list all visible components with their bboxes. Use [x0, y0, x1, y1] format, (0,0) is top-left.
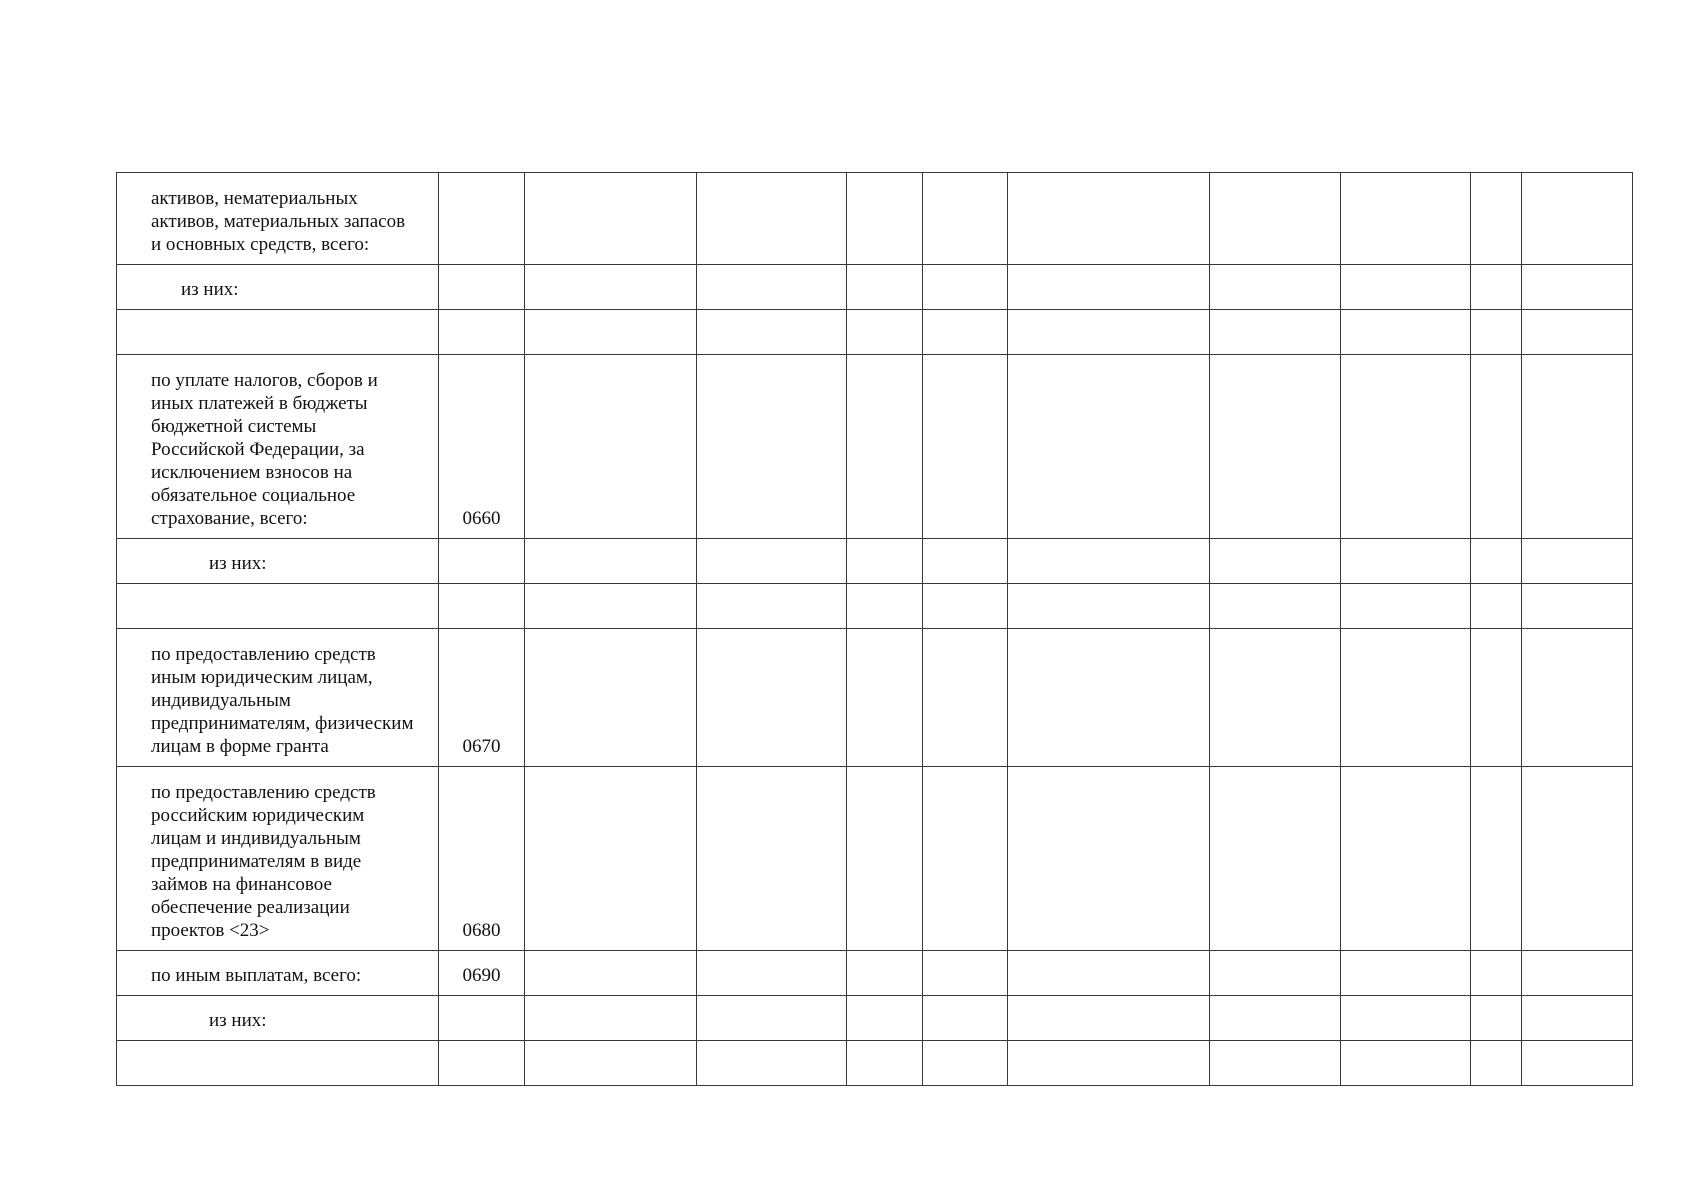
value-cell: [525, 310, 697, 355]
value-cell: [847, 265, 923, 310]
value-cell: [1522, 951, 1633, 996]
row-code: [439, 1041, 525, 1086]
value-cell: [847, 539, 923, 584]
table-row: [117, 629, 1633, 767]
table-body: [117, 173, 1633, 1086]
table-row: [117, 539, 1633, 584]
value-cell: [1522, 1041, 1633, 1086]
value-cell: [697, 355, 847, 539]
value-cell: [1522, 629, 1633, 767]
value-cell: [847, 767, 923, 951]
value-cell: [1008, 265, 1210, 310]
value-cell: [1341, 539, 1471, 584]
value-cell: [923, 310, 1008, 355]
table-row: [117, 173, 1633, 265]
value-cell: [525, 265, 697, 310]
value-cell: [1210, 539, 1341, 584]
value-cell: [1341, 951, 1471, 996]
value-cell: [1471, 584, 1522, 629]
value-cell: [1471, 539, 1522, 584]
value-cell: [1008, 951, 1210, 996]
row-name-cell: [117, 767, 439, 951]
value-cell: [1341, 265, 1471, 310]
value-cell: [697, 951, 847, 996]
value-cell: [1471, 1041, 1522, 1086]
value-cell: [1008, 539, 1210, 584]
value-cell: [1210, 767, 1341, 951]
value-cell: [1471, 310, 1522, 355]
row-name-cell: [117, 173, 439, 265]
value-cell: [1008, 355, 1210, 539]
value-cell: [1471, 951, 1522, 996]
value-cell: [697, 265, 847, 310]
value-cell: [1008, 584, 1210, 629]
value-cell: [1522, 996, 1633, 1041]
row-name: из них:: [181, 279, 239, 300]
row-name-cell: [117, 355, 439, 539]
value-cell: [1210, 584, 1341, 629]
row-name: по предоставлению средств российским юридическим лицам и индивидуальным предпринимателям в виде займов на финансовое обеспечение реализации проектов <23>: [151, 782, 376, 941]
value-cell: [525, 1041, 697, 1086]
row-code: [439, 173, 525, 265]
value-cell: [697, 629, 847, 767]
value-cell: [1008, 310, 1210, 355]
value-cell: [923, 539, 1008, 584]
row-name: по иным выплатам, всего:: [151, 965, 362, 986]
row-code: 0680: [439, 767, 525, 951]
row-name-cell: [117, 951, 439, 996]
value-cell: [923, 629, 1008, 767]
value-cell: [697, 996, 847, 1041]
value-cell: [1210, 355, 1341, 539]
table-row: [117, 951, 1633, 996]
value-cell: [525, 629, 697, 767]
row-name-cell: [117, 629, 439, 767]
value-cell: [525, 355, 697, 539]
row-name: из них:: [209, 553, 267, 574]
value-cell: [697, 1041, 847, 1086]
value-cell: [1210, 629, 1341, 767]
row-name: по предоставлению средств иным юридическим лицам, индивидуальным предпринимателям, физическим лицам в форме гранта: [151, 644, 414, 757]
value-cell: [1522, 539, 1633, 584]
value-cell: [847, 951, 923, 996]
value-cell: [923, 1041, 1008, 1086]
value-cell: [1341, 1041, 1471, 1086]
row-code: 0660: [439, 355, 525, 539]
row-code: [439, 996, 525, 1041]
value-cell: [697, 767, 847, 951]
value-cell: [847, 629, 923, 767]
value-cell: [1341, 767, 1471, 951]
value-cell: [847, 996, 923, 1041]
value-cell: [923, 265, 1008, 310]
value-cell: [697, 539, 847, 584]
value-cell: [525, 951, 697, 996]
row-name: по уплате налогов, сборов и иных платежей в бюджеты бюджетной системы Российской Федерации, за исключением взносов на обязательное социальное страхование, всего:: [151, 370, 378, 529]
value-cell: [1008, 1041, 1210, 1086]
table-row: [117, 265, 1633, 310]
value-cell: [1210, 951, 1341, 996]
row-name-cell: [117, 584, 439, 629]
value-cell: [1522, 767, 1633, 951]
value-cell: [1341, 173, 1471, 265]
value-cell: [847, 1041, 923, 1086]
row-name: активов, нематериальных активов, материальных запасов и основных средств, всего:: [151, 188, 406, 255]
value-cell: [1522, 265, 1633, 310]
value-cell: [1008, 996, 1210, 1041]
value-cell: [525, 173, 697, 265]
value-cell: [923, 767, 1008, 951]
value-cell: [697, 310, 847, 355]
value-cell: [1471, 996, 1522, 1041]
value-cell: [525, 996, 697, 1041]
row-code: [439, 539, 525, 584]
value-cell: [1341, 355, 1471, 539]
row-code: [439, 310, 525, 355]
table-row: [117, 767, 1633, 951]
value-cell: [1341, 584, 1471, 629]
row-name-cell: [117, 996, 439, 1041]
value-cell: [1471, 767, 1522, 951]
value-cell: [697, 584, 847, 629]
value-cell: [1210, 173, 1341, 265]
value-cell: [1522, 173, 1633, 265]
value-cell: [1522, 355, 1633, 539]
value-cell: [1210, 310, 1341, 355]
value-cell: [923, 584, 1008, 629]
value-cell: [1008, 767, 1210, 951]
table-row: [117, 996, 1633, 1041]
value-cell: [847, 355, 923, 539]
value-cell: [923, 173, 1008, 265]
value-cell: [1210, 1041, 1341, 1086]
value-cell: [1522, 310, 1633, 355]
value-cell: [1008, 173, 1210, 265]
row-code: 0690: [439, 951, 525, 996]
table-row: [117, 1041, 1633, 1086]
value-cell: [525, 584, 697, 629]
value-cell: [1341, 310, 1471, 355]
value-cell: [697, 173, 847, 265]
row-name-cell: [117, 539, 439, 584]
value-cell: [1008, 629, 1210, 767]
row-code: 0670: [439, 629, 525, 767]
budget-table: [116, 172, 1633, 1086]
row-code: [439, 265, 525, 310]
table-row: [117, 355, 1633, 539]
row-code: [439, 584, 525, 629]
table-row: [117, 584, 1633, 629]
value-cell: [525, 767, 697, 951]
row-name-cell: [117, 310, 439, 355]
value-cell: [1471, 265, 1522, 310]
value-cell: [847, 173, 923, 265]
value-cell: [847, 310, 923, 355]
value-cell: [1341, 996, 1471, 1041]
row-name: из них:: [209, 1010, 267, 1031]
table-row: [117, 310, 1633, 355]
value-cell: [847, 584, 923, 629]
value-cell: [923, 355, 1008, 539]
value-cell: [923, 951, 1008, 996]
value-cell: [1471, 173, 1522, 265]
value-cell: [1341, 629, 1471, 767]
value-cell: [1471, 355, 1522, 539]
value-cell: [1210, 265, 1341, 310]
value-cell: [525, 539, 697, 584]
row-name-cell: [117, 1041, 439, 1086]
value-cell: [1471, 629, 1522, 767]
row-name-cell: [117, 265, 439, 310]
value-cell: [1522, 584, 1633, 629]
value-cell: [1210, 996, 1341, 1041]
value-cell: [923, 996, 1008, 1041]
